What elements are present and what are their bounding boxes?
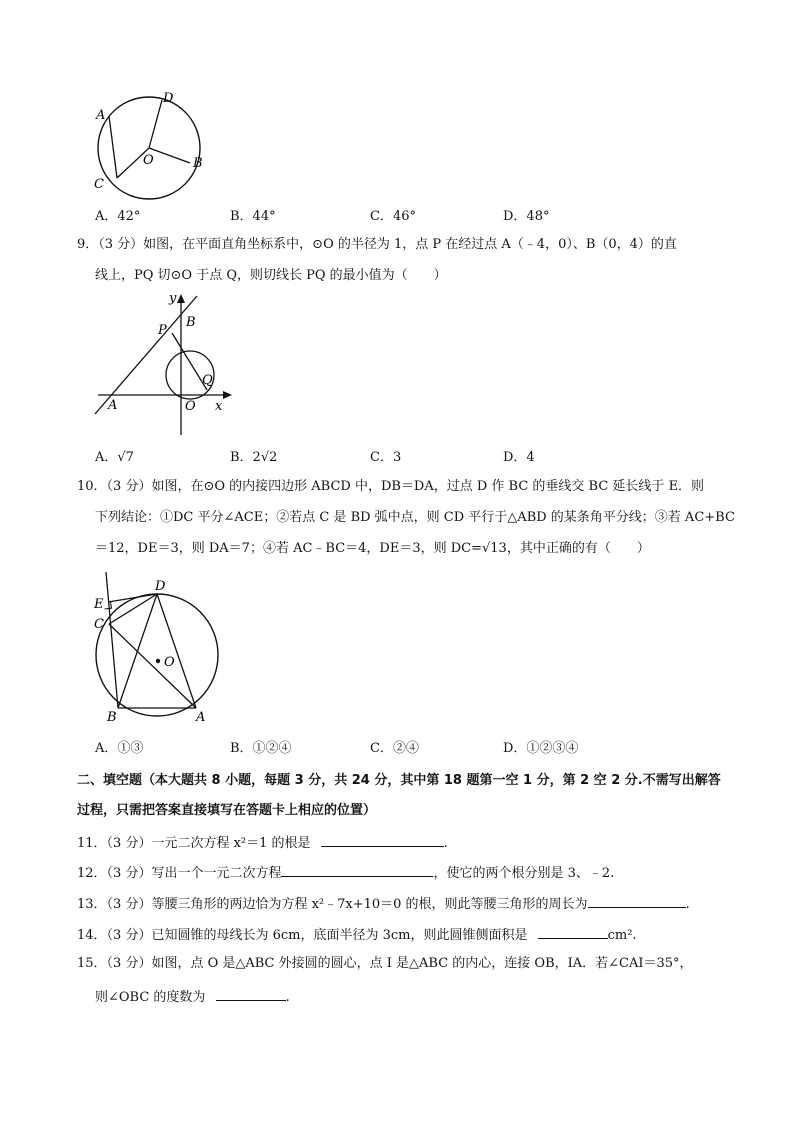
q9-stem-line2: 线上，PQ 切⊙O 于点 Q，则切线长 PQ 的最小值为（ ） (95, 268, 447, 283)
q8-label-c: C (94, 177, 104, 192)
q8-figure (92, 92, 212, 204)
q15-stem-line1: 15．（3 分）如图，点 O 是△ABC 外接圆的圆心，点 I 是△ABC 的内心，连接 OB，IA．若∠CAI＝35°， (77, 956, 693, 971)
q10-option-b: B．①②④ (230, 741, 292, 756)
q15-line2 (95, 986, 290, 1007)
q9-label-o: O (185, 399, 196, 414)
q11-answer-blank[interactable] (321, 832, 444, 847)
q8-label-o: O (143, 153, 154, 168)
q10-figure (88, 568, 223, 726)
q14-end: cm². (607, 928, 637, 943)
q13-answer-blank[interactable] (588, 893, 686, 908)
q8-label-b: B (193, 156, 203, 171)
q9-label-y: y (169, 291, 177, 306)
q15-end: . (285, 990, 290, 1005)
q13 (77, 893, 690, 914)
q14 (77, 924, 637, 945)
q9-option-b: B．2√2 (230, 450, 278, 465)
q12-answer-blank[interactable] (281, 862, 433, 877)
q8-label-a: A (96, 108, 106, 123)
q12-stem: 12．（3 分）写出一个一元二次方程 (77, 866, 282, 881)
q9-label-b: B (186, 315, 196, 330)
q11-stem: 11．（3 分）一元二次方程 x²＝1 的根是 (77, 836, 311, 851)
q10-stem-line2: 下列结论：①DC 平分∠ACE；②若点 C 是 BD 弧中点，则 CD 平行于△ABD 的某条角平分线；③若 AC+BC (95, 510, 735, 525)
q10-label-b: B (107, 710, 117, 725)
q9-label-q: Q (202, 373, 213, 388)
q15-stem: 则∠OBC 的度数为 (95, 990, 206, 1005)
q10-option-d: D．①②③④ (503, 741, 579, 756)
q9-label-x: x (215, 399, 223, 414)
q9-label-a: A (108, 398, 118, 413)
q9-stem-line1: 9．（3 分）如图，在平面直角坐标系中，⊙O 的半径为 1，点 P 在经过点 A（﹣4，0）、B（0，4）的直 (77, 237, 677, 252)
q14-stem: 14．（3 分）已知圆锥的母线长为 6cm，底面半径为 3cm，则此圆锥侧面积是 (77, 928, 528, 943)
q13-end: . (685, 897, 690, 912)
q10-label-c: C (94, 617, 104, 632)
q15-answer-blank[interactable] (216, 986, 286, 1001)
q8-label-d: D (163, 92, 174, 106)
q12-end: ，使它的两个根分别是 3、﹣2. (433, 866, 615, 881)
q12 (77, 862, 614, 883)
q11 (77, 832, 448, 853)
q8-option-d: D．48° (503, 209, 550, 224)
q9-option-c: C．3 (370, 450, 402, 465)
section2-heading-line2: 过程，只需把答案直接填写在答题卡上相应的位置） (77, 803, 377, 818)
q10-stem-line3: ＝12，DE＝3，则 DA＝7；④若 AC﹣BC＝4，DE＝3，则 DC=√13，其中正确的有（ ） (95, 541, 650, 556)
q9-option-a: A．√7 (95, 450, 134, 465)
q9-figure (92, 290, 237, 438)
q9-label-p: P (158, 323, 167, 338)
q8-option-c: C．46° (370, 209, 416, 224)
q13-stem: 13．（3 分）等腰三角形的两边恰为方程 x²﹣7x+10＝0 的根，则此等腰三角形的周长为 (77, 897, 588, 912)
q10-option-c: C．②④ (370, 741, 419, 756)
q10-label-d: D (155, 579, 166, 594)
q10-option-a: A．①③ (95, 741, 144, 756)
q10-stem-line1: 10．（3 分）如图，在⊙O 的内接四边形 ABCD 中，DB＝DA，过点 D 作 BC 的垂线交 BC 延长线于 E．则 (77, 479, 705, 494)
q14-answer-blank[interactable] (538, 924, 608, 939)
section2-heading-line1: 二、填空题（本大题共 8 小题，每题 3 分，共 24 分，其中第 18 题第一空 1 分，第 2 空 2 分.不需写出解答 (77, 773, 721, 788)
q10-label-e: E (94, 597, 104, 612)
q8-option-b: B．44° (230, 209, 276, 224)
q11-end: . (443, 836, 448, 851)
q9-option-d: D．4 (503, 450, 535, 465)
q8-option-a: A．42° (95, 209, 141, 224)
q10-label-a: A (196, 710, 206, 725)
q10-label-o: O (164, 655, 175, 670)
